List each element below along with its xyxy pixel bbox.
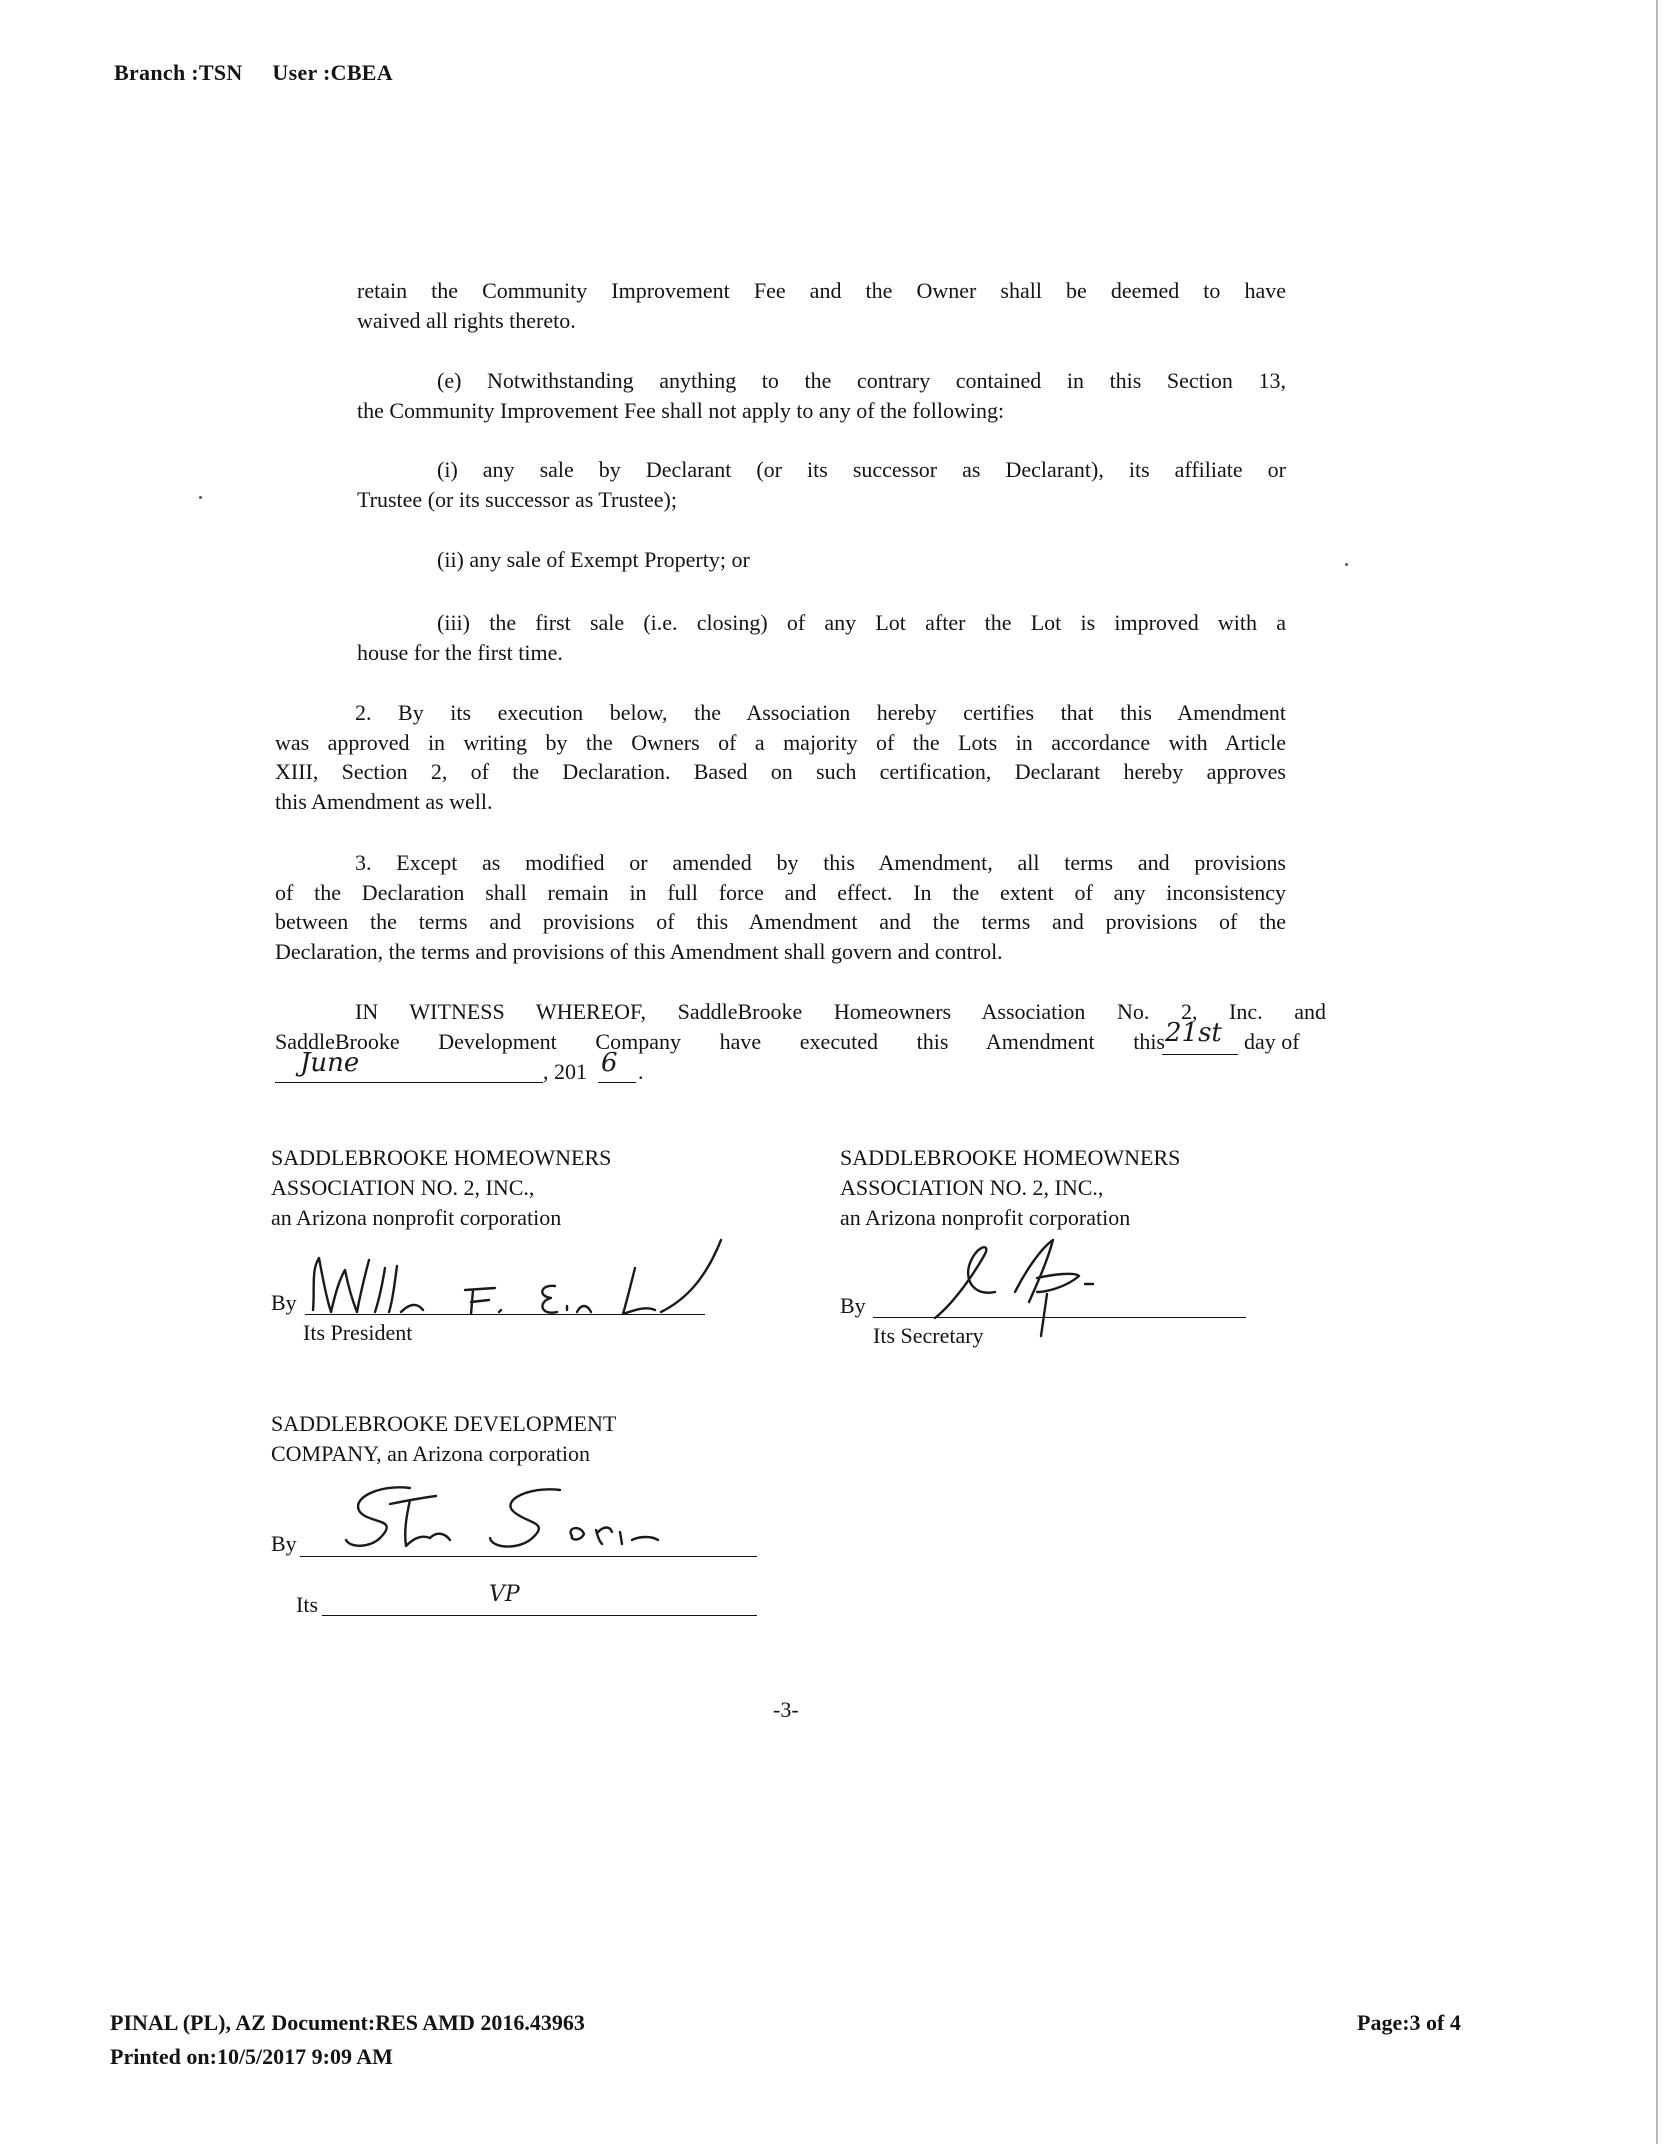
handwritten-month: June: [300, 1048, 360, 1078]
signature-developer: [340, 1478, 680, 1558]
signature-president: [305, 1240, 725, 1330]
paragraph-continuation: retain the Community Improvement Fee and the Owner shall be deemed to have waived all rights thereto.: [357, 278, 1286, 333]
signature-secretary: [925, 1232, 1105, 1342]
footer-document: PINAL (PL), AZ Document:RES AMD 2016.43963: [110, 2010, 585, 2035]
year-underline: [598, 1082, 636, 1083]
user-label: User :CBEA: [272, 60, 393, 85]
its-label-developer: Its: [296, 1592, 318, 1617]
handwritten-year-digit: 6: [601, 1048, 618, 1078]
paragraph-e: (e) Notwithstanding anything to the contrary contained in this Section 13, the Community Improvement Fee shall not apply to any of the following:: [357, 368, 1286, 423]
branch-label: Branch :TSN: [114, 60, 243, 85]
by-label-president: By: [271, 1290, 297, 1315]
by-label-secretary: By: [840, 1293, 866, 1318]
role-secretary: Its Secretary: [873, 1323, 984, 1348]
footer-printed: Printed on:10/5/2017 9:09 AM: [110, 2044, 393, 2069]
witness-year: , 201: [543, 1059, 587, 1084]
handwritten-title-developer: VP: [489, 1582, 520, 1607]
paragraph-ii: (ii) any sale of Exempt Property; or: [437, 547, 750, 572]
month-underline: [275, 1082, 543, 1083]
footer-left: [110, 2006, 585, 2074]
day-underline: [1162, 1054, 1238, 1055]
by-label-developer: By: [271, 1531, 297, 1556]
witness-period: .: [638, 1059, 644, 1084]
paragraph-i: (i) any sale by Declarant (or its successor as Declarant), its affiliate or Trustee (or its successor as Trustee);: [357, 457, 1286, 512]
witness-day-of: day of: [1244, 1029, 1300, 1054]
handwritten-day: 21st: [1165, 1018, 1222, 1048]
footer-page: Page:3 of 4: [1357, 2010, 1461, 2035]
paragraph-2: 2. By its execution below, the Association hereby certifies that this Amendment was approved in writing by the Owners of a majority of the Lots in accordance with Article XIII, Section 2, of the Declaration. Based on such certification, Declarant hereby approves this Amendment as well.: [275, 700, 1286, 814]
page-number: -3-: [773, 1697, 799, 1722]
signature-block-developer: SADDLEBROOKE DEVELOPMENT COMPANY, an Arizona corporation: [271, 1411, 617, 1466]
title-line-developer: [322, 1615, 757, 1616]
signature-block-secretary: SADDLEBROOKE HOMEOWNERS ASSOCIATION NO. 2, INC., an Arizona nonprofit corporation: [840, 1145, 1181, 1230]
paragraph-3: 3. Except as modified or amended by this Amendment, all terms and provisions of the Declaration shall remain in full force and effect. In the extent of any inconsistency between the terms and provisions of this Amendment and the terms and provisions of the Declaration, the terms and provisions of this Amendment shall govern and control.: [275, 850, 1286, 964]
paragraph-iii: (iii) the first sale (i.e. closing) of any Lot after the Lot is improved with a house for the first time.: [357, 610, 1286, 665]
witness-clause: IN WITNESS WHEREOF, SaddleBrooke Homeowners Association No. 2, Inc. and: [355, 999, 1326, 1024]
signature-block-president: SADDLEBROOKE HOMEOWNERS ASSOCIATION NO. 2, INC., an Arizona nonprofit corporation: [271, 1145, 612, 1230]
role-president: Its President: [303, 1320, 413, 1345]
witness-line-2: SaddleBrooke Development Company have executed this Amendment this: [275, 1029, 1165, 1054]
